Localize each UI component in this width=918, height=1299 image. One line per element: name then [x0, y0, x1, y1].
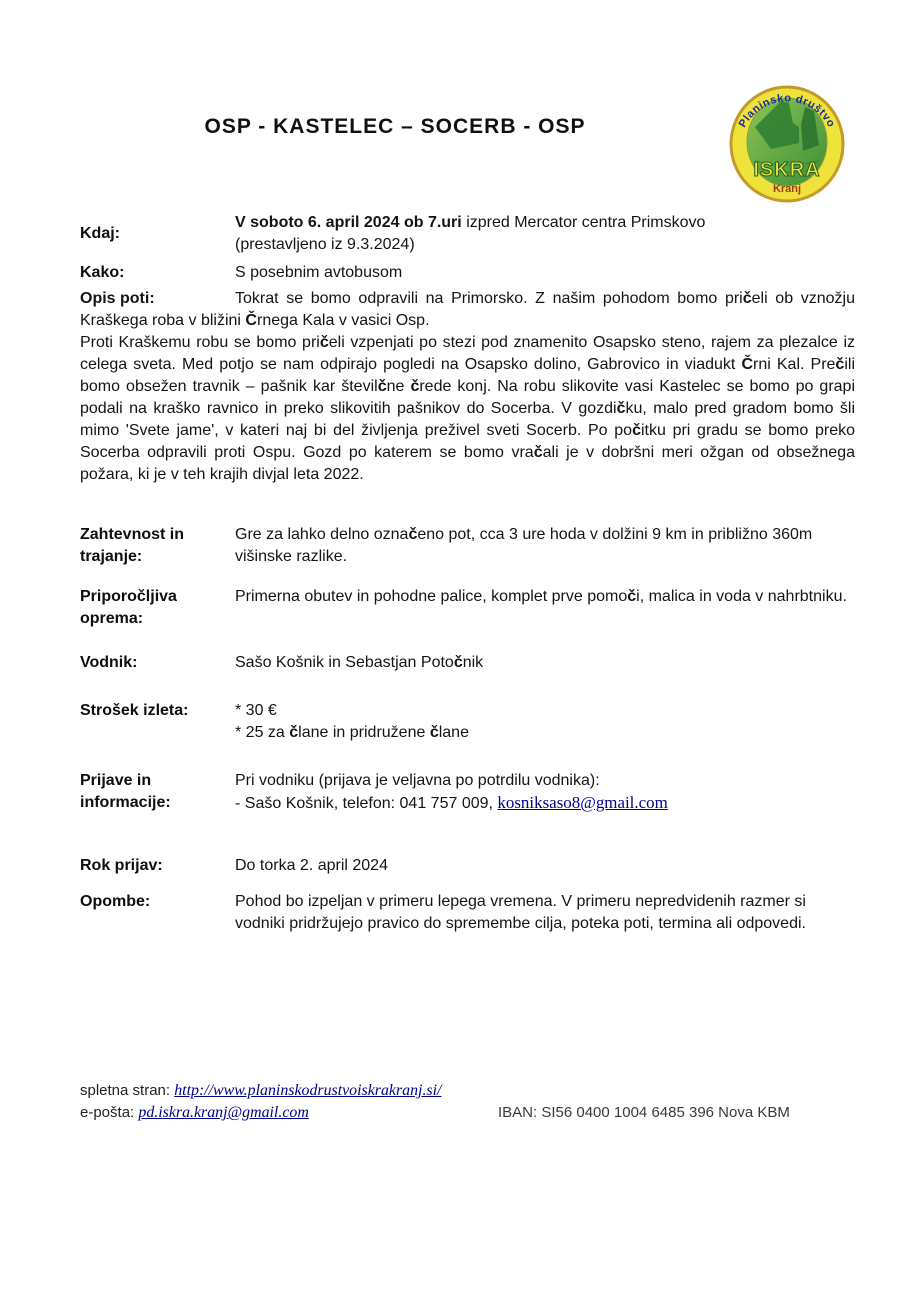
- description-paragraph-2: Proti Kraškemu robu se bomo pričeli vzpenjati po stezi pod znamenito Osapsko steno, rajem za plezalce iz celega sveta. Med potjo se nam odpirajo pogledi na Osapsko dolino, Gabrovico in viadukt Črni Kal. Prečili bomo obsežen travnik – pašnik kar številčne črede konj. Na robu slikovite vasi Kastelec se bomo po grapi podali na kraško ravnico in preko slikovitih pašnikov do Socerba. V gozdičku, malo pred gradom bomo šli mimo 'Svete jame', v kateri naj bi del življenja preživel sveti Socerb. Po počitku pri gradu se bomo preko Socerba odpravili proti Ospu. Gozd po katerem se bomo vračali je v dobršni meri ožgan od obsežnega požara, ki je v teh krajih divjal leta 2022.: [80, 334, 856, 483]
- info-row-notes: [80, 891, 855, 935]
- page-title: OSP - KASTELEC – SOCERB - OSP: [204, 115, 586, 138]
- how-value: S posebnim avtobusom: [235, 264, 403, 281]
- how-label: Kako:: [80, 264, 125, 281]
- registration-value: [235, 770, 855, 815]
- when-label: Kdaj:: [80, 225, 120, 242]
- cost-label: Strošek izleta:: [80, 702, 189, 719]
- logo-arc-text: Planinsko društvo: [736, 92, 838, 130]
- cost-line-1: * 30 €: [235, 702, 277, 719]
- info-row-cost: [80, 700, 855, 744]
- deadline-label: Rok prijav:: [80, 857, 163, 874]
- info-row-when: [80, 212, 855, 256]
- footer: [80, 1080, 855, 1124]
- website-label: spletna stran:: [80, 1082, 175, 1099]
- iban-text: IBAN: SI56 0400 1004 6485 396 Nova KBM: [498, 1104, 790, 1121]
- info-row-deadline: [80, 855, 855, 877]
- equipment-label: Priporočljiva oprema:: [80, 588, 177, 627]
- registration-contact: - Sašo Košnik, telefon: 041 757 009,: [235, 795, 498, 812]
- when-rescheduled-note: (prestavljeno iz 9.3.2024): [235, 236, 415, 253]
- guide-email-link[interactable]: kosniksaso8@gmail.com: [497, 793, 668, 812]
- info-row-how: [80, 262, 855, 284]
- when-place: izpred Mercator centra Primskovo: [466, 214, 706, 231]
- info-row-equipment: [80, 586, 855, 630]
- when-date-bold: V soboto 6. april 2024 ob 7.uri: [235, 214, 462, 231]
- info-table: [80, 212, 855, 935]
- deadline-value: Do torka 2. april 2024: [235, 857, 388, 874]
- info-row-difficulty: [80, 524, 855, 568]
- notes-label: Opombe:: [80, 893, 151, 910]
- logo-iskra-text: ISKRA: [753, 159, 821, 181]
- footer-email-line: [80, 1102, 855, 1124]
- cost-line-2: * 25 za člane in pridružene člane: [235, 724, 469, 741]
- logo-city-text: Kranj: [772, 183, 802, 195]
- email-link[interactable]: pd.iskra.kranj@gmail.com: [138, 1104, 309, 1121]
- info-row-registration: [80, 770, 855, 815]
- trip-description: [80, 288, 855, 486]
- club-logo: [729, 85, 845, 203]
- notes-value: Pohod bo izpeljan v primeru lepega vremena. V primeru nepredvidenih razmer si vodniki pridržujejo pravico do spremembe cilja, poteka poti, termina ali odpovedi.: [235, 893, 806, 932]
- registration-line-1: Pri vodniku (prijava je veljavna po potrdilu vodnika):: [235, 772, 600, 789]
- equipment-value: Primerna obutev in pohodne palice, komplet prve pomoči, malica in voda v nahrbtniku.: [235, 588, 847, 605]
- club-logo-icon: [729, 85, 845, 203]
- description-label: Opis poti:: [80, 290, 155, 307]
- email-label: e-pošta:: [80, 1104, 139, 1121]
- guide-value: Sašo Košnik in Sebastjan Potočnik: [235, 654, 484, 671]
- when-value: [235, 212, 855, 256]
- registration-label: Prijave in informacije:: [80, 772, 171, 811]
- footer-website-line: [80, 1080, 855, 1102]
- cost-value: [235, 700, 855, 744]
- description-paragraph-1: Tokrat se bomo odpravili na Primorsko. Z našim pohodom bomo pričeli ob vznožju Kraškega roba v bližini Črnega Kala v vasici Osp.: [80, 290, 855, 329]
- difficulty-value: Gre za lahko delno označeno pot, cca 3 ure hoda v dolžini 9 km in približno 360m višinske razlike.: [235, 526, 813, 565]
- info-row-guide: [80, 652, 855, 674]
- difficulty-label: Zahtevnost in trajanje:: [80, 526, 185, 565]
- guide-label: Vodnik:: [80, 654, 138, 671]
- website-link[interactable]: http://www.planinskodrustvoiskrakranj.si/: [174, 1082, 442, 1099]
